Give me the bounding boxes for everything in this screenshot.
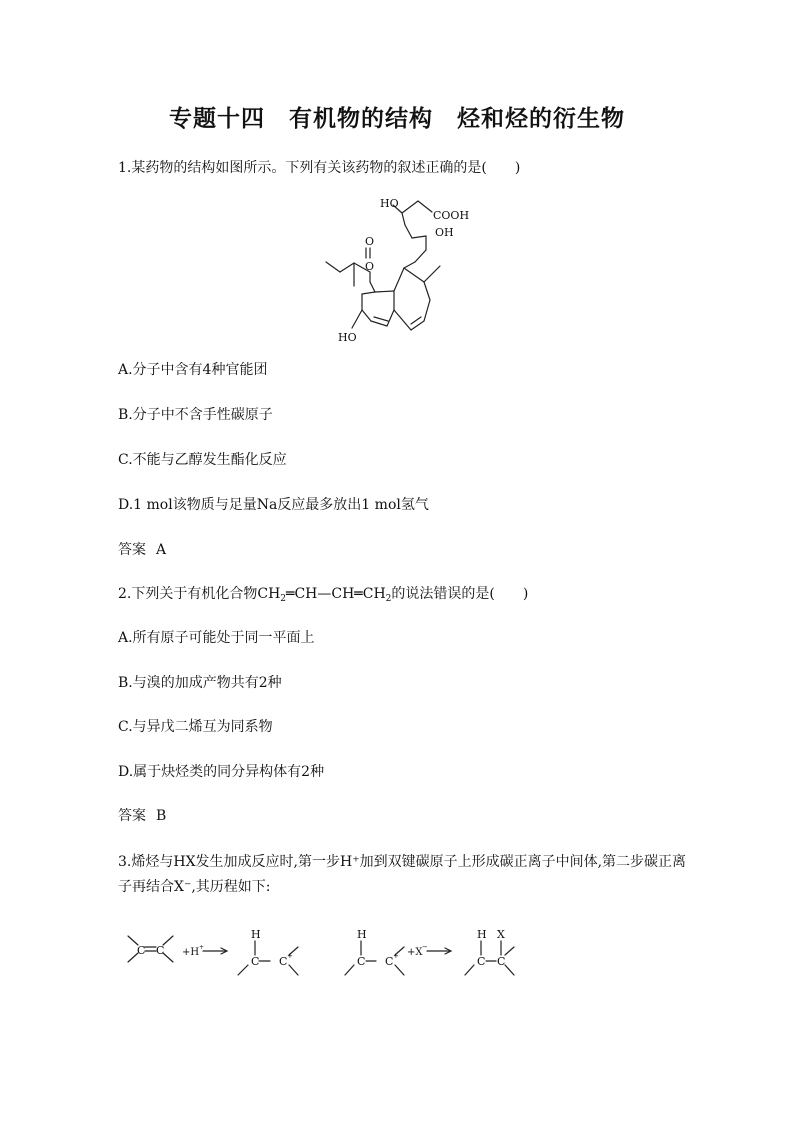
formula-sub: 2 xyxy=(385,594,392,604)
q2-answer xyxy=(118,806,166,826)
q3-hydrogen: H xyxy=(251,928,261,941)
q2-stem xyxy=(118,584,528,609)
q1-stem: 1.某药物的结构如图所示。下列有关该药物的叙述正确的是( ) xyxy=(118,160,521,176)
q1-label-oh: OH xyxy=(435,226,454,239)
formula-ch2: CH xyxy=(362,586,386,602)
formula-sub: 2 xyxy=(280,594,287,604)
formula-ch: CH xyxy=(331,586,355,602)
q1-option-c: C.不能与乙醇发生酯化反应 xyxy=(118,452,287,468)
q3-hydrogen: H xyxy=(477,928,487,941)
q1-option-d: D.1 mol该物质与足量Na反应最多放出1 mol氢气 xyxy=(118,497,429,513)
formula-ch: CH xyxy=(294,586,318,602)
q3-carbon: C xyxy=(357,955,366,968)
q3-plus-x-label: +X xyxy=(407,947,423,958)
formula-double-bond: ═ xyxy=(286,586,295,602)
q3-carbon: C xyxy=(497,955,506,968)
q2-stem-prefix: 2.下列关于有机化合物 xyxy=(118,586,258,602)
q3-carbon: C xyxy=(251,955,260,968)
q2-option-d: D.属于炔烃类的同分异构体有2种 xyxy=(118,764,325,780)
q3-carbocation: C xyxy=(385,955,394,968)
q1-answer-label: 答案 xyxy=(118,542,146,558)
q3-alkene-carbon: C xyxy=(156,944,165,957)
q3-positive-charge: + xyxy=(393,952,399,960)
q3-stem: 3.烯烃与HX发生加成反应时,第一步H⁺加到双键碳原子上形成碳正离子中间体,第二步碳正离子再结合X⁻,其历程如下: xyxy=(118,854,687,895)
q1-label-o-ester: O xyxy=(365,260,375,273)
q1-answer xyxy=(118,540,166,560)
formula-single-bond: — xyxy=(317,586,332,602)
q2-option-c: C.与异戊二烯互为同系物 xyxy=(118,719,273,735)
q1-label-o-carbonyl: O xyxy=(365,235,375,248)
q1-label-cooh: COOH xyxy=(433,209,470,222)
q3-plus-x-charge: − xyxy=(422,943,428,951)
q3-plus-h-charge: + xyxy=(199,944,205,951)
page-title: 专题十四 有机物的结构 烃和烃的衍生物 xyxy=(169,106,625,132)
q1-option-a: A.分子中含有4种官能团 xyxy=(118,362,268,378)
q2-answer-value: B xyxy=(156,808,167,824)
q3-mechanism-diagram xyxy=(118,922,538,984)
q1-label-ho-bottom: HO xyxy=(338,331,357,344)
q3-hydrogen: H xyxy=(357,928,367,941)
q3-carbon: C xyxy=(477,955,486,968)
q1-structure-diagram xyxy=(300,186,500,356)
q2-formula xyxy=(257,586,391,602)
q1-option-b: B.分子中不含手性碳原子 xyxy=(118,407,273,423)
q3-plus-h-label: +H xyxy=(182,947,200,958)
q2-stem-suffix: 的说法错误的是( ) xyxy=(391,586,529,602)
q2-option-b: B.与溴的加成产物共有2种 xyxy=(118,675,282,691)
q3-carbocation: C xyxy=(279,955,288,968)
q2-option-a: A.所有原子可能处于同一平面上 xyxy=(118,630,315,646)
q3-positive-charge: + xyxy=(287,952,293,960)
formula-ch2: CH xyxy=(257,586,281,602)
q3-alkene-carbon: C xyxy=(137,944,146,957)
formula-double-bond: ═ xyxy=(354,586,363,602)
q1-answer-value: A xyxy=(156,542,167,558)
q3-halogen: X xyxy=(497,928,505,941)
q2-answer-label: 答案 xyxy=(118,808,146,824)
q1-label-ho-top: HO xyxy=(380,197,399,210)
